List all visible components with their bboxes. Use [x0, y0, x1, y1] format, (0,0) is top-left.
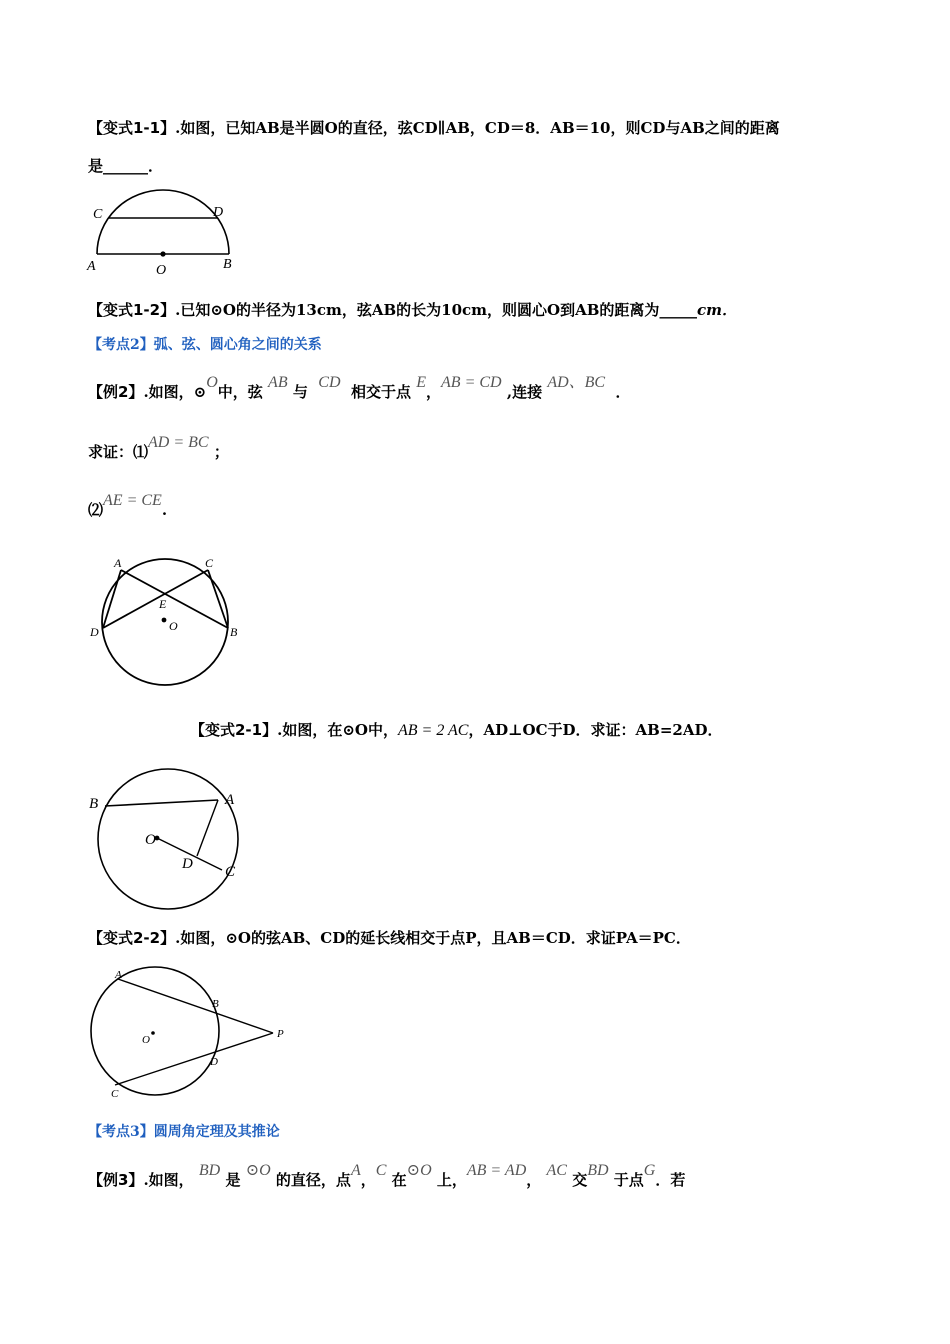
label-o: O [156, 263, 167, 278]
problem-text: .如图， [143, 1171, 194, 1189]
problem-text: 是 [225, 1171, 241, 1189]
answer-blank: _____ [659, 301, 697, 319]
label-b: B [230, 625, 238, 639]
punctuation: ； [213, 443, 229, 461]
center-point [160, 251, 165, 256]
math-ab: AB [268, 374, 288, 391]
circle-figure-example-2 [88, 550, 248, 690]
math-c: C [375, 1162, 387, 1179]
semicircle-figure [85, 190, 255, 280]
segment-ad [197, 800, 218, 856]
example-2-statement [88, 374, 631, 403]
problem-text: .如图，已知AB是半圆O的直径，弦CD∥AB，CD＝8．AB＝10，则CD与AB之间的距离 [175, 119, 780, 137]
knowledge-point-2-heading: 【考点2】弧、弦、圆心角之间的关系 [88, 337, 322, 353]
math-ac: AC [546, 1162, 567, 1179]
math-a: A [350, 1162, 361, 1179]
math-g: G [643, 1162, 656, 1179]
label-d: D [90, 625, 99, 639]
label-b: B [212, 998, 219, 1010]
label-p: P [277, 1028, 284, 1040]
math-bd: BD [198, 1162, 221, 1179]
center-point [151, 1031, 155, 1035]
math-o: O [206, 374, 218, 391]
label-o: O [145, 832, 156, 848]
label-b: B [223, 257, 232, 272]
math-ad-bc: AD、BC [547, 374, 606, 391]
punctuation: ， [360, 1171, 376, 1189]
label-d: D [213, 205, 224, 220]
math-arc-ab-eq-ad: AB = AD [466, 1162, 527, 1179]
label-a: A [225, 792, 235, 808]
problem-text: 相交于点 [350, 383, 411, 401]
label-b: B [89, 796, 99, 812]
math-circle-o: ⊙O [245, 1162, 271, 1179]
variant-tag: 【变式2-1】 [190, 721, 278, 739]
label-a: A [114, 556, 122, 570]
variant-1-2-statement [88, 300, 737, 320]
problem-text: 中，弦 [217, 383, 263, 401]
punctuation: ． [615, 383, 631, 401]
problem-text: .如图，在⊙O中， [277, 721, 398, 739]
problem-text: ，AD⊥OC于D．求证：AB=2AD． [468, 721, 723, 739]
problem-text: 交 [572, 1171, 588, 1189]
chord-ba [105, 800, 218, 806]
problem-text: 的直径，点 [275, 1171, 351, 1189]
variant-tag: 【变式2-2】 [88, 929, 176, 947]
label-c: C [225, 864, 236, 880]
secant-cp [115, 1033, 273, 1085]
label-c: C [111, 1088, 119, 1100]
variant-1-1-statement [88, 118, 780, 138]
unit-text: cm． [696, 301, 737, 319]
proof-label: ⑵ [88, 501, 104, 519]
punctuation: ， [526, 1171, 542, 1189]
label-a: A [87, 259, 96, 274]
example-3-statement [88, 1162, 686, 1191]
circle-o [91, 967, 219, 1095]
problem-text: .已知⊙O的半径为13cm，弦AB的长为10cm，则圆心O到AB的距离为 [175, 301, 660, 319]
variant-tag: 【变式1-2】 [88, 301, 176, 319]
circle-figure-variant-2-1 [85, 770, 255, 910]
variant-1-1-answer-line [88, 156, 163, 176]
example-tag: 【例2】 [88, 383, 144, 401]
problem-text: .如图，⊙ [143, 383, 207, 401]
math-ae-eq-ce: AE = CE [103, 492, 162, 509]
problem-text: 上， [436, 1171, 467, 1189]
math-ab-eq-cd: AB = CD [441, 374, 502, 391]
math-circle-o: ⊙O [406, 1162, 432, 1179]
math-arc-ab-eq-2ac: AB = 2 AC [397, 722, 469, 739]
punctuation: ， [426, 383, 442, 401]
math-cd: CD [318, 374, 341, 391]
example-2-proof-2 [88, 492, 168, 521]
label-c: C [93, 207, 103, 222]
punctuation: . [161, 501, 168, 519]
example-2-proof-1 [88, 434, 229, 463]
variant-2-2-statement [88, 928, 691, 948]
label-c: C [205, 556, 214, 570]
problem-text: 于点 [613, 1171, 644, 1189]
center-point [162, 618, 167, 623]
math-arc-ad-eq-bc: AD = BC [148, 434, 209, 451]
example-tag: 【例3】 [88, 1171, 144, 1189]
math-e: E [416, 374, 427, 391]
problem-text: 是 [88, 157, 104, 175]
semicircle-arc [97, 190, 229, 254]
problem-text: 在 [391, 1171, 407, 1189]
label-a: A [115, 969, 122, 981]
problem-text: ．若 [655, 1171, 686, 1189]
math-bd: BD [587, 1162, 609, 1179]
proof-label: 求证：⑴ [88, 443, 149, 461]
label-o: O [142, 1034, 150, 1046]
label-o: O [169, 619, 178, 633]
circle-figure-variant-2-2 [85, 965, 295, 1105]
knowledge-point-3-heading: 【考点3】圆周角定理及其推论 [88, 1124, 280, 1140]
variant-tag: 【变式1-1】 [88, 119, 176, 137]
label-e: E [159, 597, 167, 611]
label-d: D [210, 1056, 218, 1068]
circle-o [98, 769, 238, 909]
problem-text: 与 [292, 383, 308, 401]
problem-text: ,连接 [506, 383, 543, 401]
secant-ap [118, 979, 273, 1033]
answer-blank: ______ [103, 157, 149, 175]
variant-2-1-statement [190, 720, 723, 741]
label-d: D [182, 856, 193, 872]
punctuation: ． [148, 157, 164, 175]
problem-text: .如图，⊙O的弦AB、CD的延长线相交于点P，且AB＝CD．求证PA＝PC． [175, 929, 691, 947]
